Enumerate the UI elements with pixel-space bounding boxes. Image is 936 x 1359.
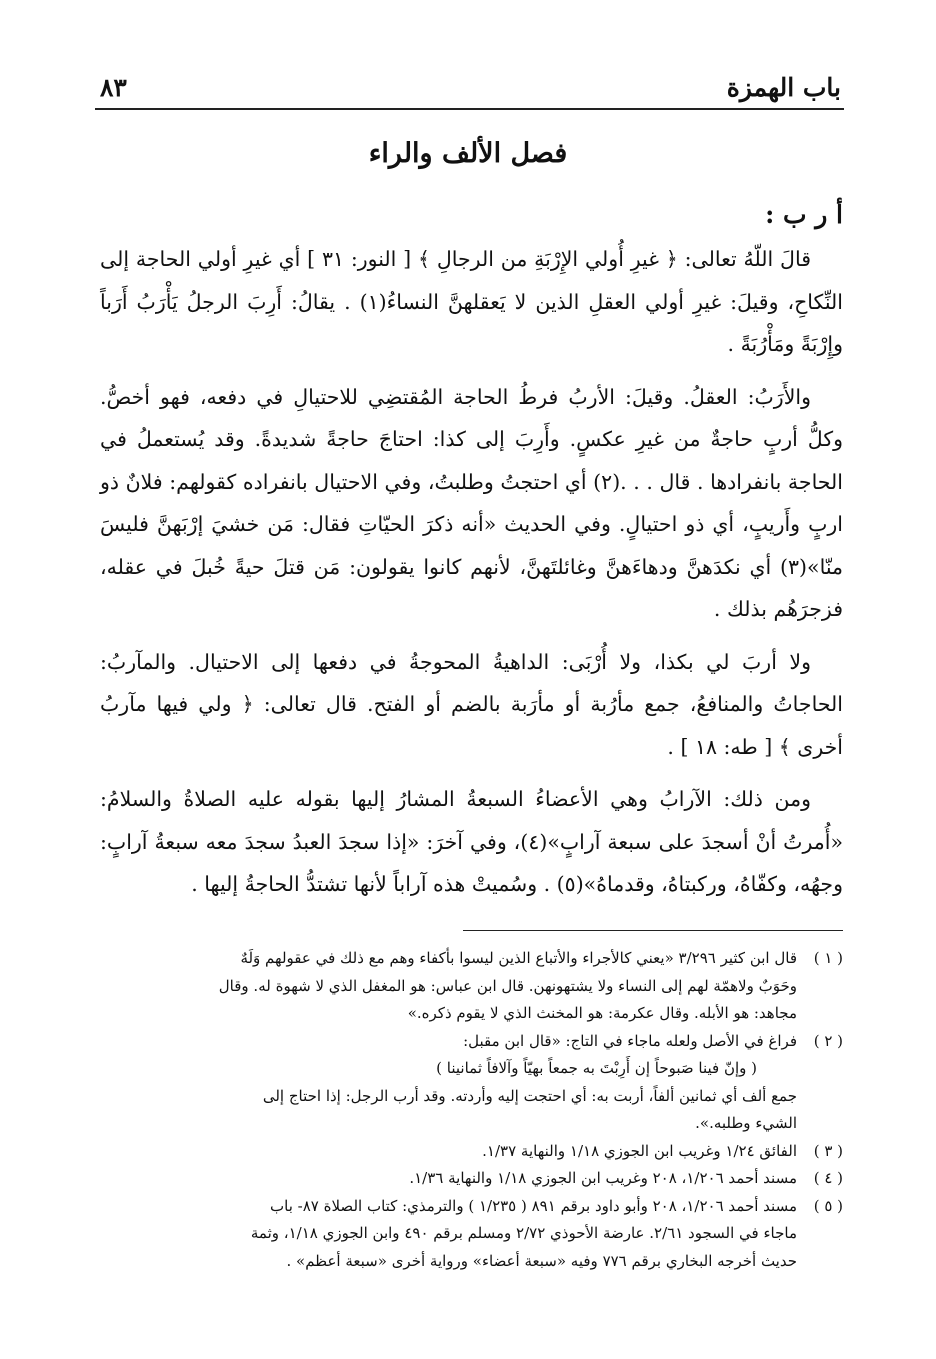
footnote-line: قال ابن كثير ٣/٢٩٦ «يعني كالأجراء والأتباع الذين ليسوا بأكفاء وهم مع ذلك في عقولهم وَلَهٌ bbox=[240, 949, 797, 967]
footnote bbox=[100, 1028, 843, 1138]
footnote-body bbox=[100, 1138, 797, 1166]
footnote-line: حديث أخرجه البخاري برقم ٧٧٦ وفيه «سبعة أعضاء» ورواية أخرى «سبعة أعظم» . bbox=[286, 1251, 797, 1270]
page-number: ٨٣ bbox=[100, 72, 127, 102]
footnote-line: جمع ألف أي ثمانين ألفاً، أربت به: أي احتجت إليه وأردته. وقد أرب الرجل: إذا احتاج إلى bbox=[262, 1086, 797, 1105]
footnote-number: ( ١ ) bbox=[813, 949, 843, 967]
footnote-number: ( ٤ ) bbox=[813, 1169, 843, 1187]
footnote-body bbox=[100, 1165, 797, 1193]
page-header bbox=[100, 70, 841, 104]
footnote-body bbox=[100, 1028, 797, 1138]
footnote bbox=[100, 945, 843, 1028]
verse-hemistich: جمعاً بهيّاً وآلافاً ثمانينا ) bbox=[436, 1059, 578, 1077]
footnote-separator bbox=[463, 930, 843, 931]
footnote-line: الشيء وطلبه.». bbox=[695, 1114, 797, 1132]
paragraph: والأَرَبُ: العقلُ. وقيلَ: الأربُ فرطُ الحاجة المُقتضِي للاحتيالِ في دفعه، فهو أخصُّ. وكلُّ أربٍ حاجةٌ من غيرِ عكسٍ. وأَرِبَ إلى كذا: احتاجَ حاجةً شديدةً. وقد يُستعملُ في الحاجة بانفرادها . قال . . .(٢) أي احتجتُ وطلبتُ، وفي الاحتيال بانفراده كقولهم: فلانٌ ذو اربٍ وأَريبٍ، أي ذو احتيالٍ. وفي الحديث «أنه ذكرَ الحيّاتِ فقال: مَن خشيَ إرْبَهنَّ فليسَ منّا»(٣) أي نكدَهنَّ ودهاءَهنَّ وغائلتَهنَّ، لأنهم كانوا يقولون: مَن قتلَ حيةً خُبلَ في عقله، فزجرَهُم بذلك . bbox=[100, 384, 843, 621]
footnote bbox=[100, 1165, 843, 1193]
paragraph: ومن ذلك: الآرابُ وهي الأعضاءُ السبعةُ المشارُ إليها بقوله عليه الصلاةُ والسلامُ: «أُمرتُ أنْ أسجدَ على سبعة آرابٍ»(٤)، وفي آخرَ: «إذا سجدَ العبدُ سجدَ معه سبعةُ آرابٍ: وجهُه، وكفّاهُ، وركبتاهُ، وقدماهُ»(٥) . وسُميتْ هذه آراباً لأنها تشتدُّ الحاجةُ إليها . bbox=[100, 787, 843, 896]
footnote-line: الفائق ١/٢٤ وغريب ابن الجوزي ١/١٨ والنهاية ١/٣٧. bbox=[482, 1141, 797, 1160]
section-title: فصل الألف والراء bbox=[368, 138, 568, 169]
footnote-line: فراغ في الأصل ولعله ماجاء في التاج: «قال ابن مقبل: bbox=[463, 1031, 797, 1050]
header-rule bbox=[95, 108, 844, 110]
footnote-number: ( ٢ ) bbox=[813, 1031, 843, 1050]
footnote-line: مسند أحمد ١/٢٠٦، ٢٠٨ وغريب ابن الجوزي ١/١٨ والنهاية ١/٣٦. bbox=[409, 1169, 797, 1187]
running-title: باب الهمزة bbox=[726, 72, 841, 102]
poetry-verse bbox=[100, 1055, 797, 1083]
footnotes bbox=[100, 945, 843, 1275]
paragraph: قالَ اللّهُ تعالى: ﴿ غيرِ أُولي الإِرْبَةِ من الرجالِ ﴾ [ النور: ٣١ ] أي غيرِ أولي الحاجة إلى النِّكاحِ، وقيلَ: غيرِ أولي العقلِ الذين لا يَعقلهنَّ النساءُ(١) . يقالُ: أَرِبَ الرجلُ يَأْرَبُ أَرَباً وإِرْبَةً ومَأْرُبَةً . bbox=[100, 247, 843, 356]
footnote-number: ( ٥ ) bbox=[813, 1196, 843, 1215]
footnote-number: ( ٣ ) bbox=[813, 1141, 843, 1160]
entry-headword: أ ر ب : bbox=[765, 200, 843, 229]
footnote bbox=[100, 1193, 843, 1276]
footnote-body bbox=[100, 1193, 797, 1276]
footnote-line: مسند أحمد ١/٢٠٦، ٢٠٨ وأبو داود برقم ٨٩١ ( ١/٢٣٥ ) والترمذي: كتاب الصلاة ٨٧- باب bbox=[270, 1196, 797, 1215]
footnote-line: وحَوَبٌ ولاهمّة لهم إلى النساء ولا يشتهونهن. قال ابن عباس: هو المغفل الذي لا شهوة له. وقال bbox=[218, 976, 797, 995]
verse-hemistich: ( وإنّ فينا صَبوحاً إن أَرِبْتَ به bbox=[582, 1059, 757, 1077]
footnote-body bbox=[100, 945, 797, 1028]
footnote bbox=[100, 1138, 843, 1166]
footnote-line: ماجاء في السجود ٢/٦١. عارضة الأحوذي ٢/٧٢ ومسلم برقم ٤٩٠ وابن الجوزي ١/١٨، وثمة bbox=[250, 1224, 797, 1242]
main-text bbox=[100, 238, 843, 916]
paragraph: ولا أربَ لي بكذا، ولا أُرْبَى: الداهيةُ المحوجةُ في دفعها إلى الاحتيال. والمآربُ: الحاجاتُ والمنافعُ، جمع مأرُبة أو مأرَبة بالضم أو الفتح. قال تعالى: ﴿ ولي فيها مآربُ أخرى ﴾ [ طه: ١٨ ] . bbox=[100, 649, 843, 759]
footnote-line: مجاهد: هو الأبله. وقال عكرمة: هو المخنث الذي لا يقوم ذكره.» bbox=[407, 1004, 797, 1022]
